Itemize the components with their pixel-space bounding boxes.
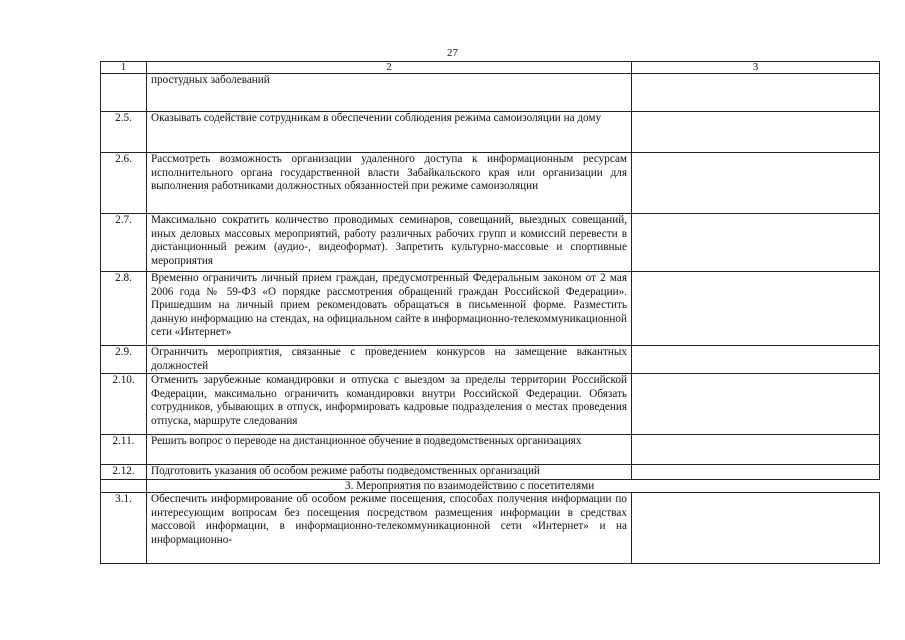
section-header-row — [101, 480, 880, 493]
page-number: 27 — [447, 47, 458, 59]
row-empty-cell — [632, 465, 880, 480]
row-empty-cell — [632, 374, 880, 435]
table-row — [101, 465, 880, 480]
row-number: 2.9. — [101, 346, 147, 374]
row-number: 2.7. — [101, 214, 147, 272]
table-row — [101, 493, 880, 564]
row-number: 2.12. — [101, 465, 147, 480]
column-header-1: 1 — [101, 62, 147, 74]
row-text: Рассмотреть возможность организации удаленного доступа к информационным ресурсам исполнительного органа государственной власти Забайкальского края или организации для выполнения работниками должностных обязанностей при режиме самоизоляции — [147, 153, 632, 214]
row-text: Ограничить мероприятия, связанные с проведением конкурсов на замещение вакантных должностей — [147, 346, 632, 374]
column-header-2: 2 — [147, 62, 632, 74]
row-text: Обеспечить информирование об особом режиме посещения, способах получения информации по интересующим вопросам без посещения посредством размещения информации в средствах массовой информации, в информационно-телекоммуникационной сети «Интернет» и на информационно- — [147, 493, 632, 564]
row-empty-cell — [632, 214, 880, 272]
measures-table — [100, 61, 880, 564]
row-empty-cell — [632, 153, 880, 214]
table-row — [101, 153, 880, 214]
row-text: Отменить зарубежные командировки и отпуска с выездом за пределы территории Российской Федерации, максимально ограничить командировки внутри Российской Федерации. Обязать сотрудников, убывающих в отпуск, информировать кадровые подразделения о местах проведения отпуска, маршруте следования — [147, 374, 632, 435]
table-header-row — [101, 62, 880, 74]
section-title: 3. Мероприятия по взаимодействию с посетителями — [147, 480, 880, 493]
row-number: 2.11. — [101, 435, 147, 465]
row-empty-cell — [632, 112, 880, 153]
row-number: 3.1. — [101, 493, 147, 564]
row-empty-cell — [632, 346, 880, 374]
table-row — [101, 346, 880, 374]
row-number: 2.5. — [101, 112, 147, 153]
row-text: простудных заболеваний — [147, 74, 632, 112]
row-text: Временно ограничить личный прием граждан, предусмотренный Федеральным законом от 2 мая 2006 года № 59-ФЗ «О порядке рассмотрения обращений граждан Российской Федерации». Пришедшим на личный прием рекомендовать обращаться в письменной форме. Разместить данную информацию на стендах, на официальном сайте в информационно-телекоммуникационной сети «Интернет» — [147, 272, 632, 346]
row-empty-cell — [632, 435, 880, 465]
table-row — [101, 272, 880, 346]
row-empty-cell — [632, 272, 880, 346]
row-empty-cell — [632, 493, 880, 564]
row-text: Решить вопрос о переводе на дистанционное обучение в подведомственных организациях — [147, 435, 632, 465]
row-text: Максимально сократить количество проводимых семинаров, совещаний, выездных совещаний, иных деловых массовых мероприятий, работу различных рабочих групп и комиссий перевести в дистанционный режим (аудио-, видеоформат). Запретить культурно-массовые и спортивные мероприятия — [147, 214, 632, 272]
row-text: Оказывать содействие сотрудникам в обеспечении соблюдения режима самоизоляции на дому — [147, 112, 632, 153]
row-text: Подготовить указания об особом режиме работы подведомственных организаций — [147, 465, 632, 480]
table-row — [101, 214, 880, 272]
column-header-3: 3 — [632, 62, 880, 74]
row-number: 2.8. — [101, 272, 147, 346]
table-row — [101, 374, 880, 435]
row-empty-cell — [632, 74, 880, 112]
table-row — [101, 74, 880, 112]
row-number — [101, 74, 147, 112]
row-number: 2.6. — [101, 153, 147, 214]
table-row — [101, 112, 880, 153]
table-row — [101, 435, 880, 465]
row-number: 2.10. — [101, 374, 147, 435]
